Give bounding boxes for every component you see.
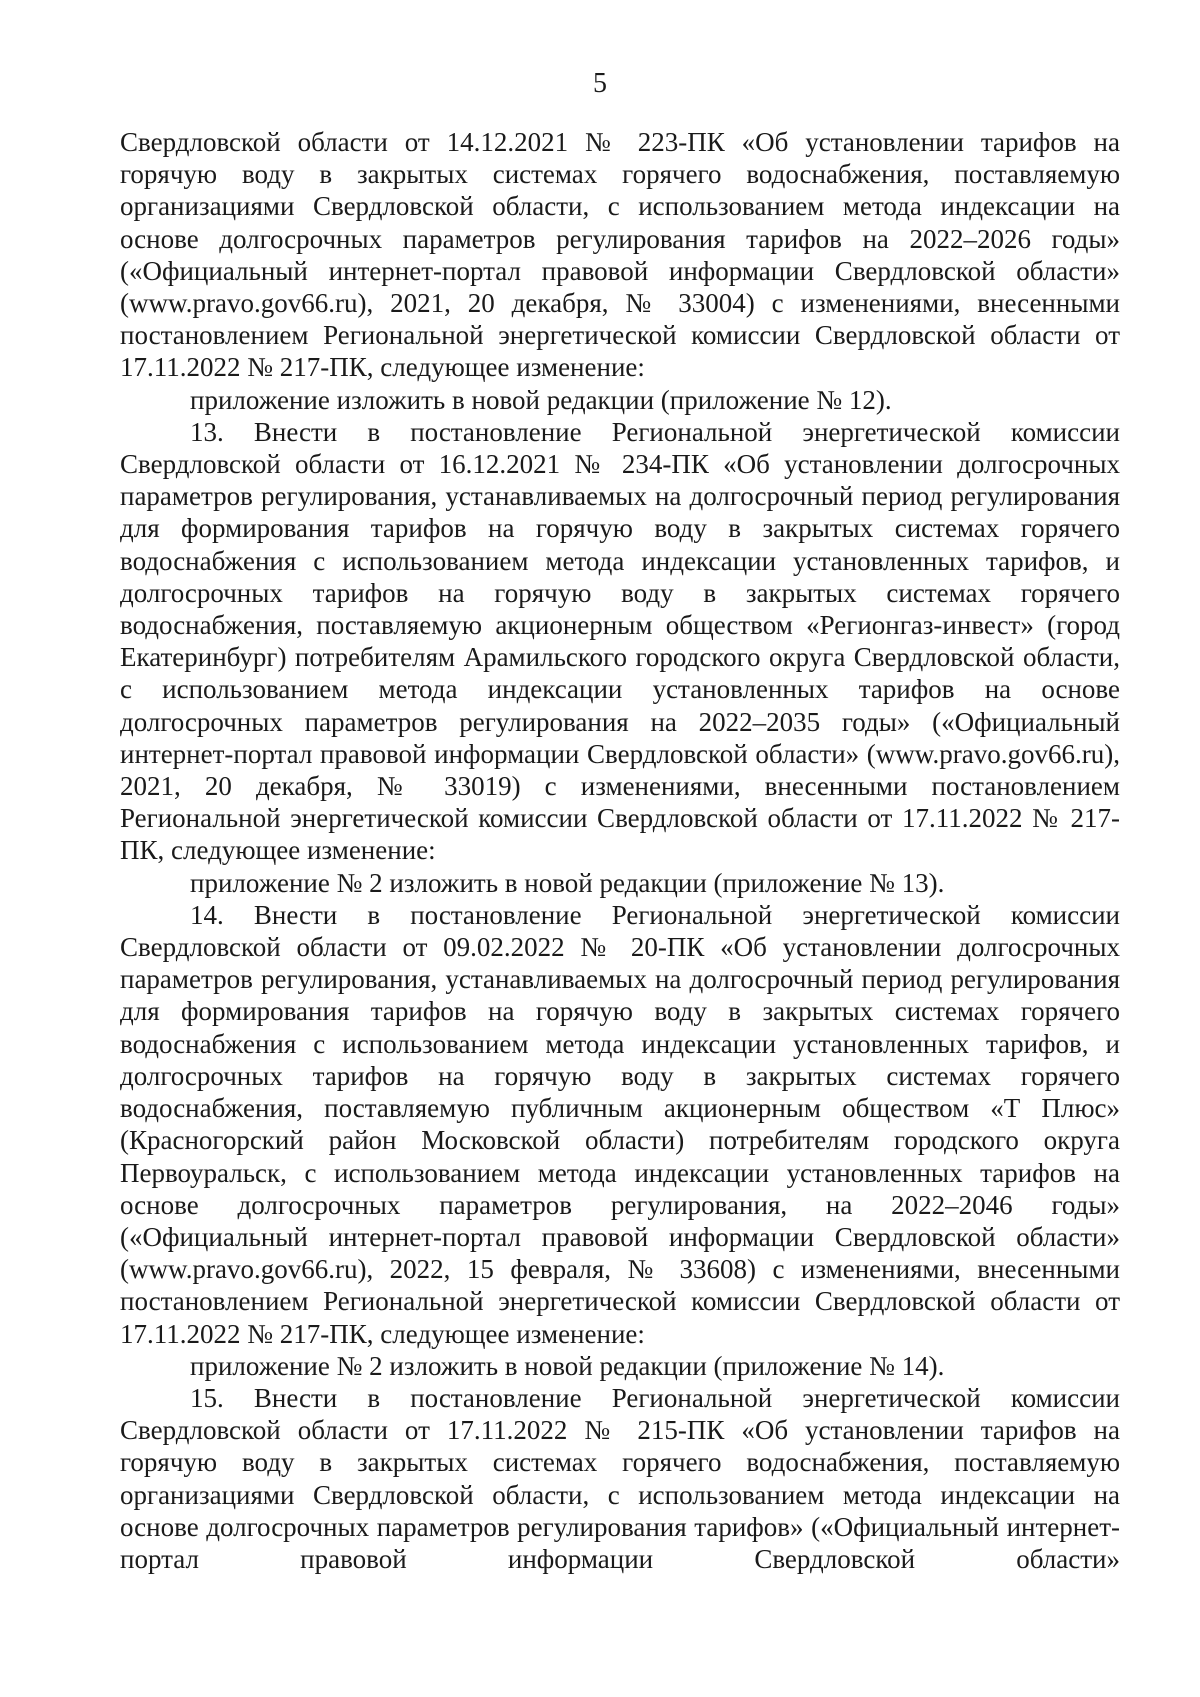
paragraph-amendment-13: приложение № 2 изложить в новой редакции (приложение № 13). bbox=[190, 867, 945, 898]
paragraph-item-13: 13. Внести в постановление Региональной энергетической комиссии Свердловской области от 16.12.2021 № 234-ПК «Об установлении долгосрочных параметров регулирования, устанавливаемых на долгосрочный период регулирования для формирования тарифов на горячую воду в закрытых системах горячего водоснабжения с использованием метода индексации установленных тарифов, и долгосрочных тарифов на горячую воду в закрытых системах горячего водоснабжения, поставляемую акционерным обществом «Регионгаз-инвест» (город Екатеринбург) потребителям Арамильского городского округа Свердловской области, с использованием метода индексации установленных тарифов на основе долгосрочных параметров регулирования на 2022–2035 годы» («Официальный интернет-портал правовой информации Свердловской области» (www.pravo.gov66.ru), 2021, 20 декабря, № 33019) с изменениями, внесенными постановлением Региональной энергетической комиссии Свердловской области от 17.11.2022 № 217-ПК, следующее изменение: bbox=[120, 416, 1120, 866]
paragraph-amendment-14: приложение № 2 изложить в новой редакции (приложение № 14). bbox=[190, 1350, 945, 1381]
paragraph-amendment-12: приложение изложить в новой редакции (приложение № 12). bbox=[190, 384, 892, 415]
paragraph-continuation: Свердловской области от 14.12.2021 № 223-ПК «Об установлении тарифов на горячую воду в закрытых системах горячего водоснабжения, поставляемую организациями Свердловской области, с использованием метода индексации на основе долгосрочных параметров регулирования тарифов на 2022–2026 годы» («Официальный интернет-портал правовой информации Свердловской области» (www.pravo.gov66.ru), 2021, 20 декабря, № 33004) с изменениями, внесенными постановлением Региональной энергетической комиссии Свердловской области от 17.11.2022 № 217-ПК, следующее изменение: bbox=[120, 127, 1120, 383]
paragraph-item-14: 14. Внести в постановление Региональной энергетической комиссии Свердловской области от 09.02.2022 № 20-ПК «Об установлении долгосрочных параметров регулирования, устанавливаемых на долгосрочный период регулирования для формирования тарифов на горячую воду в закрытых системах горячего водоснабжения с использованием метода индексации установленных тарифов, и долгосрочных тарифов на горячую воду в закрытых системах горячего водоснабжения, поставляемую публичным акционерным обществом «Т Плюс» (Красногорский район Московской области) потребителям городского округа Первоуральск, с использованием метода индексации установленных тарифов на основе долгосрочных параметров регулирования, на 2022–2046 годы» («Официальный интернет-портал правовой информации Свердловской области» (www.pravo.gov66.ru), 2022, 15 февраля, № 33608) с изменениями, внесенными постановлением Региональной энергетической комиссии Свердловской области от 17.11.2022 № 217-ПК, следующее изменение: bbox=[120, 899, 1120, 1349]
document-body bbox=[120, 126, 1120, 1575]
paragraph-item-15: 15. Внести в постановление Региональной энергетической комиссии Свердловской области от 17.11.2022 № 215-ПК «Об установлении тарифов на горячую воду в закрытых системах горячего водоснабжения, поставляемую организациями Свердловской области, с использованием метода индексации на основе долгосрочных параметров регулирования тарифов» («Официальный интернет-портал правовой информации Свердловской области» bbox=[120, 1382, 1120, 1574]
page-number: 5 bbox=[593, 68, 607, 99]
